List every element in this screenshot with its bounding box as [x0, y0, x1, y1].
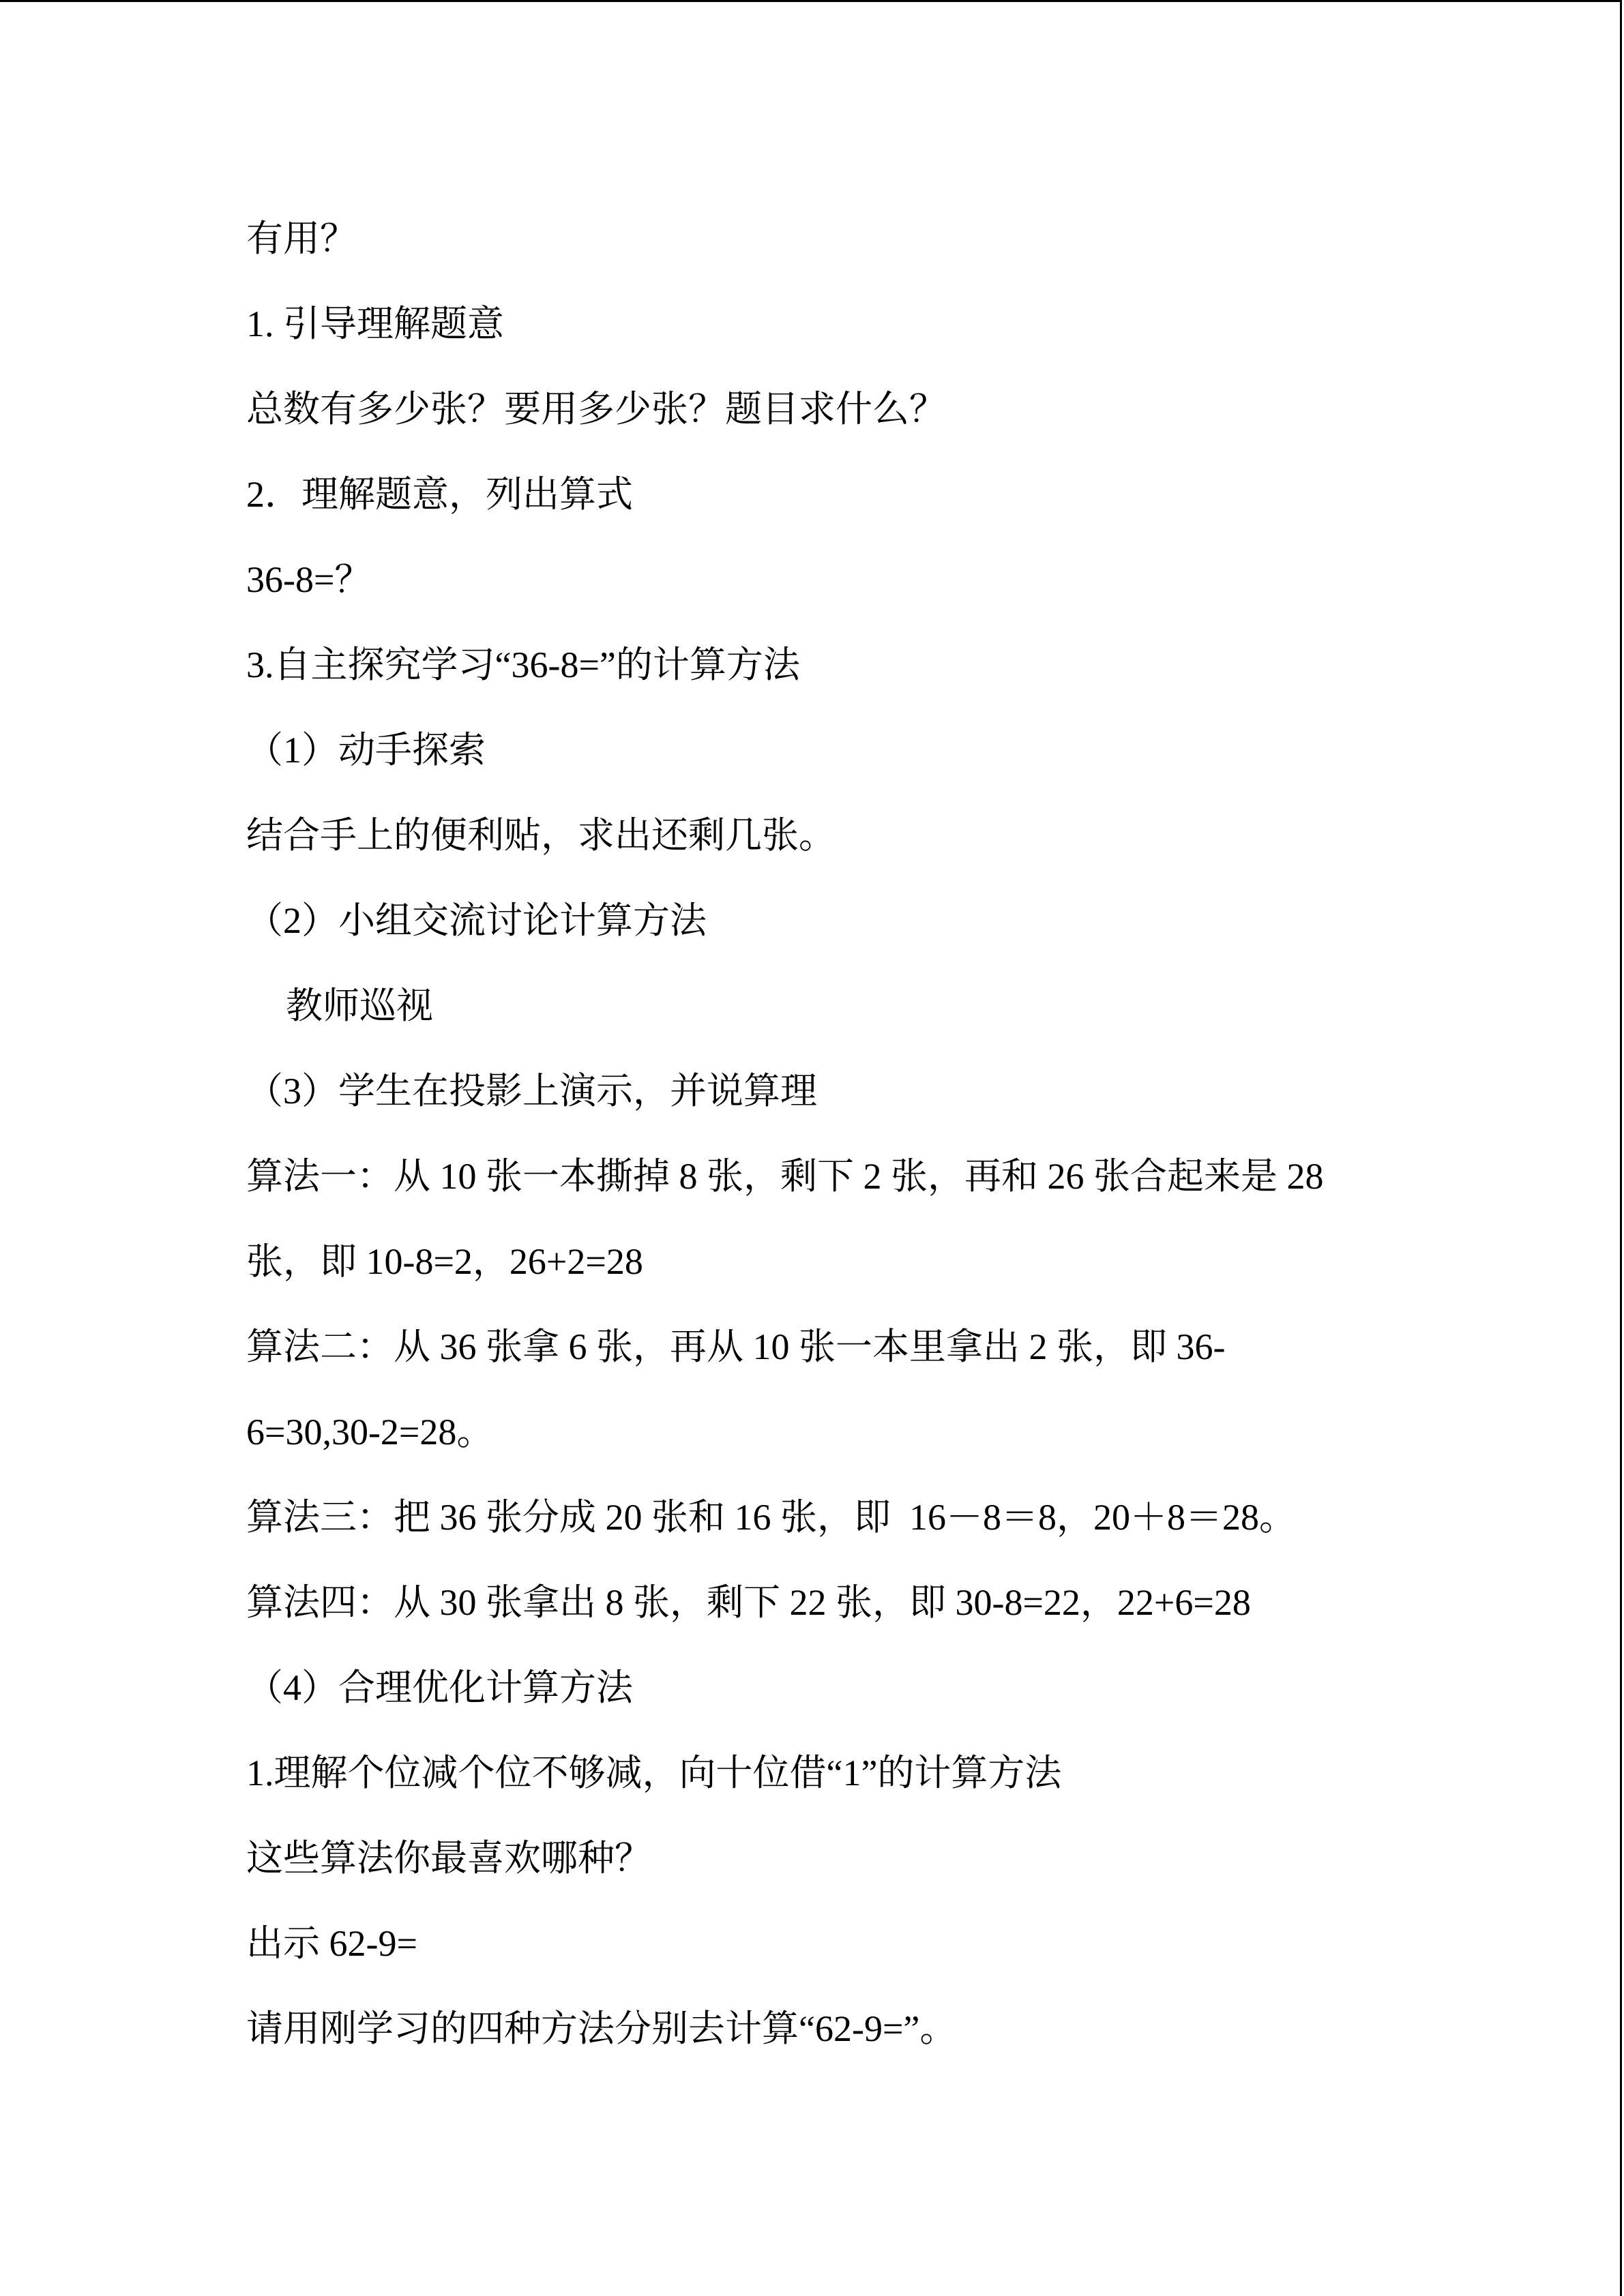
method-line: 6=30,30-2=28。	[246, 1412, 494, 1452]
document-body	[246, 196, 1583, 2072]
step-heading: 1.理解个位减个位不够减，向十位借“1”的计算方法	[246, 1753, 1062, 1793]
method-line: 算法四：从 30 张拿出 8 张，剩下 22 张，即 30-8=22，22+6=28	[246, 1582, 1251, 1623]
method-line: 算法二：从 36 张拿 6 张，再从 10 张一本里拿出 2 张，即 36-	[246, 1326, 1226, 1367]
method-line: 算法一：从 10 张一本撕掉 8 张，剩下 2 张，再和 26 张合起来是 28	[246, 1156, 1324, 1197]
substep-heading: （2）小组交流讨论计算方法	[246, 900, 707, 941]
body-line-indented: 教师巡视	[286, 985, 433, 1026]
step-heading: 1. 引导理解题意	[246, 303, 504, 344]
substep-heading: （4）合理优化计算方法	[246, 1667, 633, 1708]
substep-heading: （3）学生在投影上演示，并说算理	[246, 1071, 817, 1112]
body-line: 结合手上的便利贴，求出还剩几张。	[246, 815, 836, 856]
body-line: 有用？	[246, 218, 357, 259]
substep-heading: （1）动手探索	[246, 730, 486, 771]
method-line: 算法三：把 36 张分成 20 张和 16 张，即 16－8＝8，20＋8＝28。	[246, 1497, 1296, 1538]
body-line: 这些算法你最喜欢哪种？	[246, 1838, 651, 1879]
body-line: 请用刚学习的四种方法分别去计算“62-9=”。	[246, 2008, 957, 2049]
method-line: 张，即 10-8=2，26+2=28	[246, 1241, 643, 1282]
equation-line: 出示 62-9=	[246, 1923, 417, 1964]
step-heading: 2．理解题意，列出算式	[246, 474, 633, 515]
step-heading: 3.自主探究学习“36-8=”的计算方法	[246, 644, 800, 685]
body-line: 总数有多少张？要用多少张？题目求什么？	[246, 389, 946, 430]
equation-line: 36-8=？	[246, 559, 372, 600]
